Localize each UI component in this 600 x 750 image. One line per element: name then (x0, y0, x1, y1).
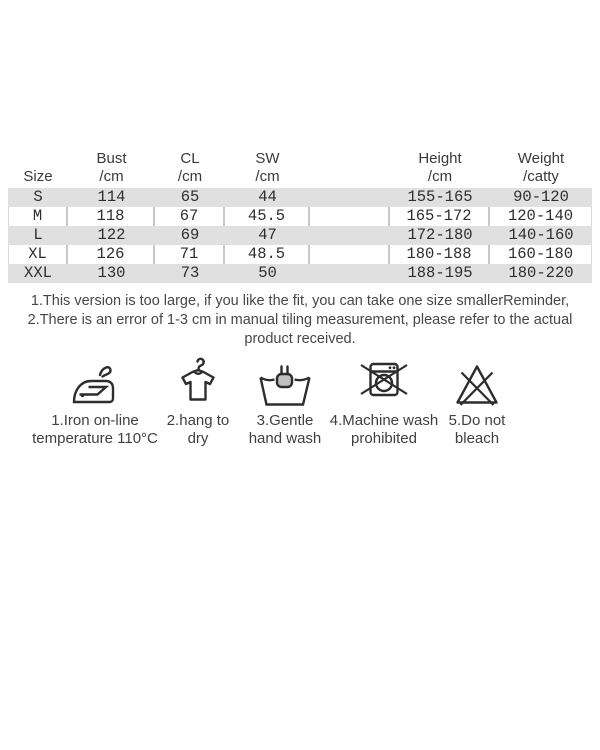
hang-to-dry-icon (174, 354, 222, 408)
care-label-iron: 1.Iron on-line temperature 110°C (32, 412, 158, 447)
cell-sw: 44 (258, 188, 277, 206)
care-instructions (18, 354, 600, 448)
cell-spacer (310, 207, 390, 226)
cell-bust: 126 (68, 245, 155, 264)
cell-bust: 130 (97, 264, 126, 282)
reminder-line-2: 2.There is an error of 1-3 cm in manual tiling measurement, please refer to the actual (27, 312, 573, 328)
cell-sw: 45.5 (225, 207, 310, 226)
cell-cl: 69 (180, 226, 200, 244)
cell-bust: 118 (68, 207, 155, 226)
cell-cl: 65 (180, 188, 200, 206)
header-cell-cl: CL /cm (177, 150, 203, 185)
cell-spacer (310, 226, 390, 245)
care-label-no-machine-wash: 4.Machine wash prohibited (329, 412, 439, 447)
size-chart-table (8, 150, 592, 283)
cell-size: S (33, 188, 43, 206)
cell-cl: 73 (180, 264, 200, 282)
table-header-row (8, 150, 592, 188)
reminder-notes (0, 292, 600, 349)
cell-spacer (310, 188, 390, 207)
table-row-xxl (8, 264, 592, 283)
size-chart-page (0, 150, 600, 448)
care-label-no-bleach: 5.Do not bleach (448, 412, 506, 447)
cell-height: 188-195 (407, 264, 473, 282)
cell-cl: 67 (155, 207, 225, 226)
care-item-no-bleach (422, 354, 532, 448)
reminder-line-3: product received. (244, 331, 356, 347)
cell-bust: 122 (97, 226, 126, 244)
care-label-hand-wash: 3.Gentle hand wash (248, 412, 322, 447)
care-item-hand-wash (224, 354, 346, 448)
cell-weight: 140-160 (508, 226, 574, 244)
table-row-m (8, 207, 592, 226)
no-bleach-icon (452, 354, 502, 408)
header-cell-height: Height /cm (418, 150, 462, 185)
cell-cl: 71 (155, 245, 225, 264)
header-cell-size: Size (23, 168, 53, 185)
reminder-line-1: 1.This version is too large, if you like the fit, you can take one size smallerReminder, (30, 293, 570, 309)
table-row-xl (8, 245, 592, 264)
header-cell-bust: Bust /cm (96, 150, 127, 185)
cell-weight: 120-140 (490, 207, 592, 226)
table-row-s (8, 188, 592, 207)
cell-sw: 47 (258, 226, 277, 244)
cell-size: XL (8, 245, 68, 264)
no-machine-wash-icon (357, 354, 411, 408)
cell-height: 172-180 (407, 226, 473, 244)
cell-spacer (310, 264, 390, 283)
cell-height: 180-188 (390, 245, 490, 264)
cell-size: M (8, 207, 68, 226)
cell-height: 165-172 (390, 207, 490, 226)
cell-sw: 48.5 (225, 245, 310, 264)
cell-weight: 180-220 (508, 264, 574, 282)
cell-sw: 50 (258, 264, 277, 282)
header-cell-weight: Weight /catty (517, 150, 565, 185)
care-label-hang-dry: 2.hang to dry (166, 412, 230, 447)
cell-bust: 114 (97, 188, 126, 206)
care-item-iron (18, 354, 172, 448)
care-item-no-machine-wash (329, 354, 439, 448)
header-cell-sw: SW /cm (255, 150, 280, 185)
hand-wash-icon (257, 354, 313, 408)
care-item-hang-dry (166, 354, 230, 448)
cell-size: XXL (24, 264, 52, 282)
cell-spacer (310, 245, 390, 264)
cell-weight: 160-180 (490, 245, 592, 264)
cell-weight: 90-120 (513, 188, 569, 206)
table-row-l (8, 226, 592, 245)
iron-icon (69, 354, 121, 408)
cell-size: L (33, 226, 43, 244)
cell-height: 155-165 (407, 188, 473, 206)
